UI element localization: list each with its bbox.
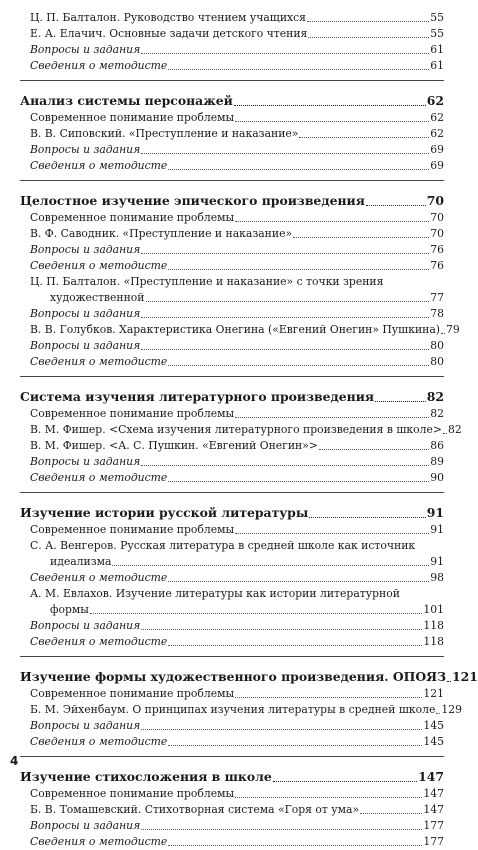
dot-leader — [141, 317, 429, 318]
toc-page-number: 177 — [423, 819, 444, 832]
toc-entry — [20, 26, 444, 42]
toc-page-number: 129 — [441, 703, 462, 716]
dot-leader — [112, 565, 429, 566]
dot-leader — [375, 401, 426, 402]
toc-entry — [20, 470, 444, 486]
dot-leader — [168, 169, 429, 170]
toc-entry-title: Сведения о методисте — [30, 259, 168, 272]
toc-page-number: 118 — [423, 635, 444, 648]
dot-leader — [141, 253, 429, 254]
toc-entry — [20, 634, 444, 650]
toc-entry — [20, 454, 444, 470]
section-title: Система изучения литературного произведения — [20, 389, 375, 404]
toc-page-number: 147 — [423, 803, 444, 816]
toc-entry-title: Б. М. Эйхенбаум. О принципах изучения литературы в средней школе — [30, 703, 436, 716]
toc-page-number: 61 — [430, 59, 444, 72]
section-divider — [20, 756, 444, 757]
toc-entry-title: Е. А. Елачич. Основные задачи детского чтения — [30, 27, 308, 40]
toc-entry — [20, 226, 444, 242]
table-of-contents — [20, 10, 478, 850]
section-title: Целостное изучение эпического произведения — [20, 193, 365, 208]
toc-entry — [20, 702, 462, 718]
toc-page-number: 145 — [423, 719, 444, 732]
dot-leader — [360, 813, 422, 814]
toc-page-number: 80 — [430, 339, 444, 352]
toc-entry-title: Вопросы и задания — [30, 143, 141, 156]
toc-page-number: 82 — [426, 389, 444, 404]
dot-leader — [443, 433, 447, 434]
toc-entry-title: Современное понимание проблемы — [30, 787, 235, 800]
toc-entry — [20, 110, 444, 126]
toc-entry-title: Сведения о методисте — [30, 835, 168, 848]
dot-leader — [168, 269, 429, 270]
section-divider — [20, 376, 444, 377]
toc-entry-title: Современное понимание проблемы — [30, 407, 235, 420]
toc-entry — [20, 522, 444, 538]
toc-entry-continuation — [30, 290, 444, 306]
section-heading — [20, 768, 444, 786]
toc-entry-title: Современное понимание проблемы — [30, 687, 235, 700]
section-divider — [20, 656, 444, 657]
toc-entry-title: Ц. П. Балталон. «Преступление и наказание» с точки зрения — [30, 275, 384, 288]
section-heading — [20, 192, 444, 210]
section-divider — [20, 80, 444, 81]
toc-entry — [20, 338, 444, 354]
toc-page-number: 62 — [430, 111, 444, 124]
dot-leader — [441, 333, 445, 334]
toc-page-number: 80 — [430, 355, 444, 368]
toc-entry-title: Вопросы и задания — [30, 339, 141, 352]
dot-leader — [168, 745, 422, 746]
toc-entry-title: Сведения о методисте — [30, 735, 168, 748]
toc-page-number: 78 — [430, 307, 444, 320]
toc-entry — [20, 618, 444, 634]
toc-entry — [20, 306, 444, 322]
dot-leader — [235, 417, 429, 418]
dot-leader — [235, 533, 429, 534]
toc-entry — [20, 570, 444, 586]
dot-leader — [366, 205, 426, 206]
toc-entry-title: В. М. Фишер. <А. С. Пушкин. «Евгений Онегин»> — [30, 439, 318, 452]
toc-entry — [20, 438, 444, 454]
toc-page-number: 55 — [430, 11, 444, 24]
section-divider — [20, 492, 444, 493]
toc-page-number: 91 — [426, 505, 444, 520]
dot-leader — [141, 829, 422, 830]
toc-page-number: 98 — [430, 571, 444, 584]
toc-entry — [20, 802, 444, 818]
toc-page-number: 121 — [452, 669, 478, 684]
toc-page-number: 76 — [430, 243, 444, 256]
dot-leader — [168, 581, 429, 582]
toc-entry — [20, 210, 444, 226]
toc-page-number: 89 — [430, 455, 444, 468]
dot-leader — [146, 301, 430, 302]
toc-entry — [20, 126, 444, 142]
toc-entry-title-cont: идеализма — [50, 555, 112, 568]
dot-leader — [168, 481, 429, 482]
toc-entry-title: В. В. Сиповский. «Преступление и наказание» — [30, 127, 299, 140]
toc-entry-title: А. М. Евлахов. Изучение литературы как истории литературной — [30, 587, 400, 600]
toc-entry-continuation — [30, 554, 444, 570]
toc-entry-title: Вопросы и задания — [30, 719, 141, 732]
toc-entry — [20, 718, 444, 734]
dot-leader — [299, 137, 429, 138]
dot-leader — [235, 221, 429, 222]
section-title: Изучение истории русской литературы — [20, 505, 309, 520]
dot-leader — [168, 69, 429, 70]
dot-leader — [168, 365, 429, 366]
toc-entry — [20, 58, 444, 74]
toc-page-number: 55 — [430, 27, 444, 40]
dot-leader — [273, 781, 417, 782]
section-heading — [20, 668, 478, 686]
toc-entry-title: Сведения о методисте — [30, 59, 168, 72]
toc-entry-title-cont: формы — [50, 603, 89, 616]
dot-leader — [447, 681, 451, 682]
toc-page-number: 70 — [426, 193, 444, 208]
dot-leader — [307, 21, 429, 22]
toc-entry — [20, 274, 444, 306]
page-number: 4 — [10, 754, 19, 768]
toc-page-number: 147 — [418, 769, 444, 784]
dot-leader — [308, 37, 429, 38]
toc-entry — [20, 734, 444, 750]
toc-page-number: 145 — [423, 735, 444, 748]
toc-page-number: 62 — [430, 127, 444, 140]
section-divider — [20, 180, 444, 181]
toc-entry-title: Современное понимание проблемы — [30, 523, 235, 536]
toc-sections — [20, 80, 478, 850]
toc-entry — [20, 586, 444, 618]
toc-entry-title: С. А. Венгеров. Русская литература в средней школе как источник — [30, 539, 416, 552]
section-title: Изучение стихосложения в школе — [20, 769, 272, 784]
toc-entry-title: В. М. Фишер. <Схема изучения литературного произведения в школе> — [30, 423, 442, 436]
toc-entry — [20, 818, 444, 834]
toc-entry — [20, 786, 444, 802]
toc-entry — [20, 538, 444, 570]
toc-entry-title: Сведения о методисте — [30, 471, 168, 484]
dot-leader — [141, 465, 429, 466]
dot-leader — [141, 53, 429, 54]
toc-entry-title: Современное понимание проблемы — [30, 211, 235, 224]
dot-leader — [90, 613, 423, 614]
toc-page-number: 79 — [446, 323, 460, 336]
toc-entry-title: Вопросы и задания — [30, 43, 141, 56]
toc-entry — [20, 258, 444, 274]
toc-entry-title: Вопросы и задания — [30, 307, 141, 320]
toc-page-number: 61 — [430, 43, 444, 56]
toc-entry — [20, 322, 460, 338]
toc-page-number: 69 — [430, 159, 444, 172]
toc-page-number: 121 — [423, 687, 444, 700]
toc-entry-title: Вопросы и задания — [30, 819, 141, 832]
toc-entry-title: Вопросы и задания — [30, 243, 141, 256]
toc-entry-title-cont: художественной — [50, 291, 145, 304]
section-heading — [20, 92, 444, 110]
toc-entry — [20, 242, 444, 258]
toc-entry — [20, 686, 444, 702]
toc-lead-group — [20, 10, 444, 74]
toc-page-number: 91 — [430, 555, 444, 568]
dot-leader — [168, 845, 422, 846]
toc-entry-title: Вопросы и задания — [30, 619, 141, 632]
dot-leader — [141, 153, 429, 154]
section-title: Анализ системы персонажей — [20, 93, 233, 108]
dot-leader — [235, 697, 422, 698]
toc-entry — [20, 354, 444, 370]
toc-page-number: 82 — [430, 407, 444, 420]
toc-entry — [20, 406, 444, 422]
dot-leader — [235, 797, 422, 798]
toc-entry — [20, 422, 462, 438]
toc-entry — [20, 158, 444, 174]
toc-page-number: 118 — [423, 619, 444, 632]
toc-entry-title: Сведения о методисте — [30, 159, 168, 172]
toc-entry-title: Сведения о методисте — [30, 571, 168, 584]
toc-entry-title: В. Ф. Саводник. «Преступление и наказание» — [30, 227, 293, 240]
toc-page-number: 86 — [430, 439, 444, 452]
toc-page-number: 77 — [430, 291, 444, 304]
toc-page-number: 90 — [430, 471, 444, 484]
toc-entry — [20, 834, 444, 850]
dot-leader — [309, 517, 425, 518]
dot-leader — [141, 629, 422, 630]
toc-page-number: 69 — [430, 143, 444, 156]
dot-leader — [141, 349, 429, 350]
dot-leader — [293, 237, 429, 238]
toc-entry — [20, 142, 444, 158]
toc-entry-title: Ц. П. Балталон. Руководство чтением учащихся — [30, 11, 306, 24]
section-heading — [20, 504, 444, 522]
toc-entry-continuation — [30, 602, 444, 618]
toc-page-number: 70 — [430, 211, 444, 224]
toc-entry-title: Современное понимание проблемы — [30, 111, 235, 124]
toc-entry — [20, 42, 444, 58]
toc-entry-title: Сведения о методисте — [30, 355, 168, 368]
toc-entry-title: В. В. Голубков. Характеристика Онегина («Евгений Онегин» Пушкина) — [30, 323, 440, 336]
section-heading — [20, 388, 444, 406]
dot-leader — [141, 729, 422, 730]
dot-leader — [234, 105, 426, 106]
toc-entry — [20, 10, 444, 26]
toc-page-number: 177 — [423, 835, 444, 848]
toc-page-number: 91 — [430, 523, 444, 536]
section-title: Изучение формы художественного произведения. ОПОЯЗ — [20, 669, 447, 684]
toc-entry-title: Сведения о методисте — [30, 635, 168, 648]
dot-leader — [436, 713, 440, 714]
toc-page-number: 101 — [423, 603, 444, 616]
dot-leader — [319, 449, 429, 450]
toc-page-number: 82 — [447, 423, 462, 436]
toc-page-number: 70 — [430, 227, 444, 240]
toc-entry-title: Вопросы и задания — [30, 455, 141, 468]
dot-leader — [235, 121, 429, 122]
toc-entry-title: Б. В. Томашевский. Стихотворная система «Горя от ума» — [30, 803, 360, 816]
toc-page-number: 62 — [426, 93, 444, 108]
dot-leader — [168, 645, 422, 646]
toc-page-number: 147 — [423, 787, 444, 800]
toc-page-number: 76 — [430, 259, 444, 272]
